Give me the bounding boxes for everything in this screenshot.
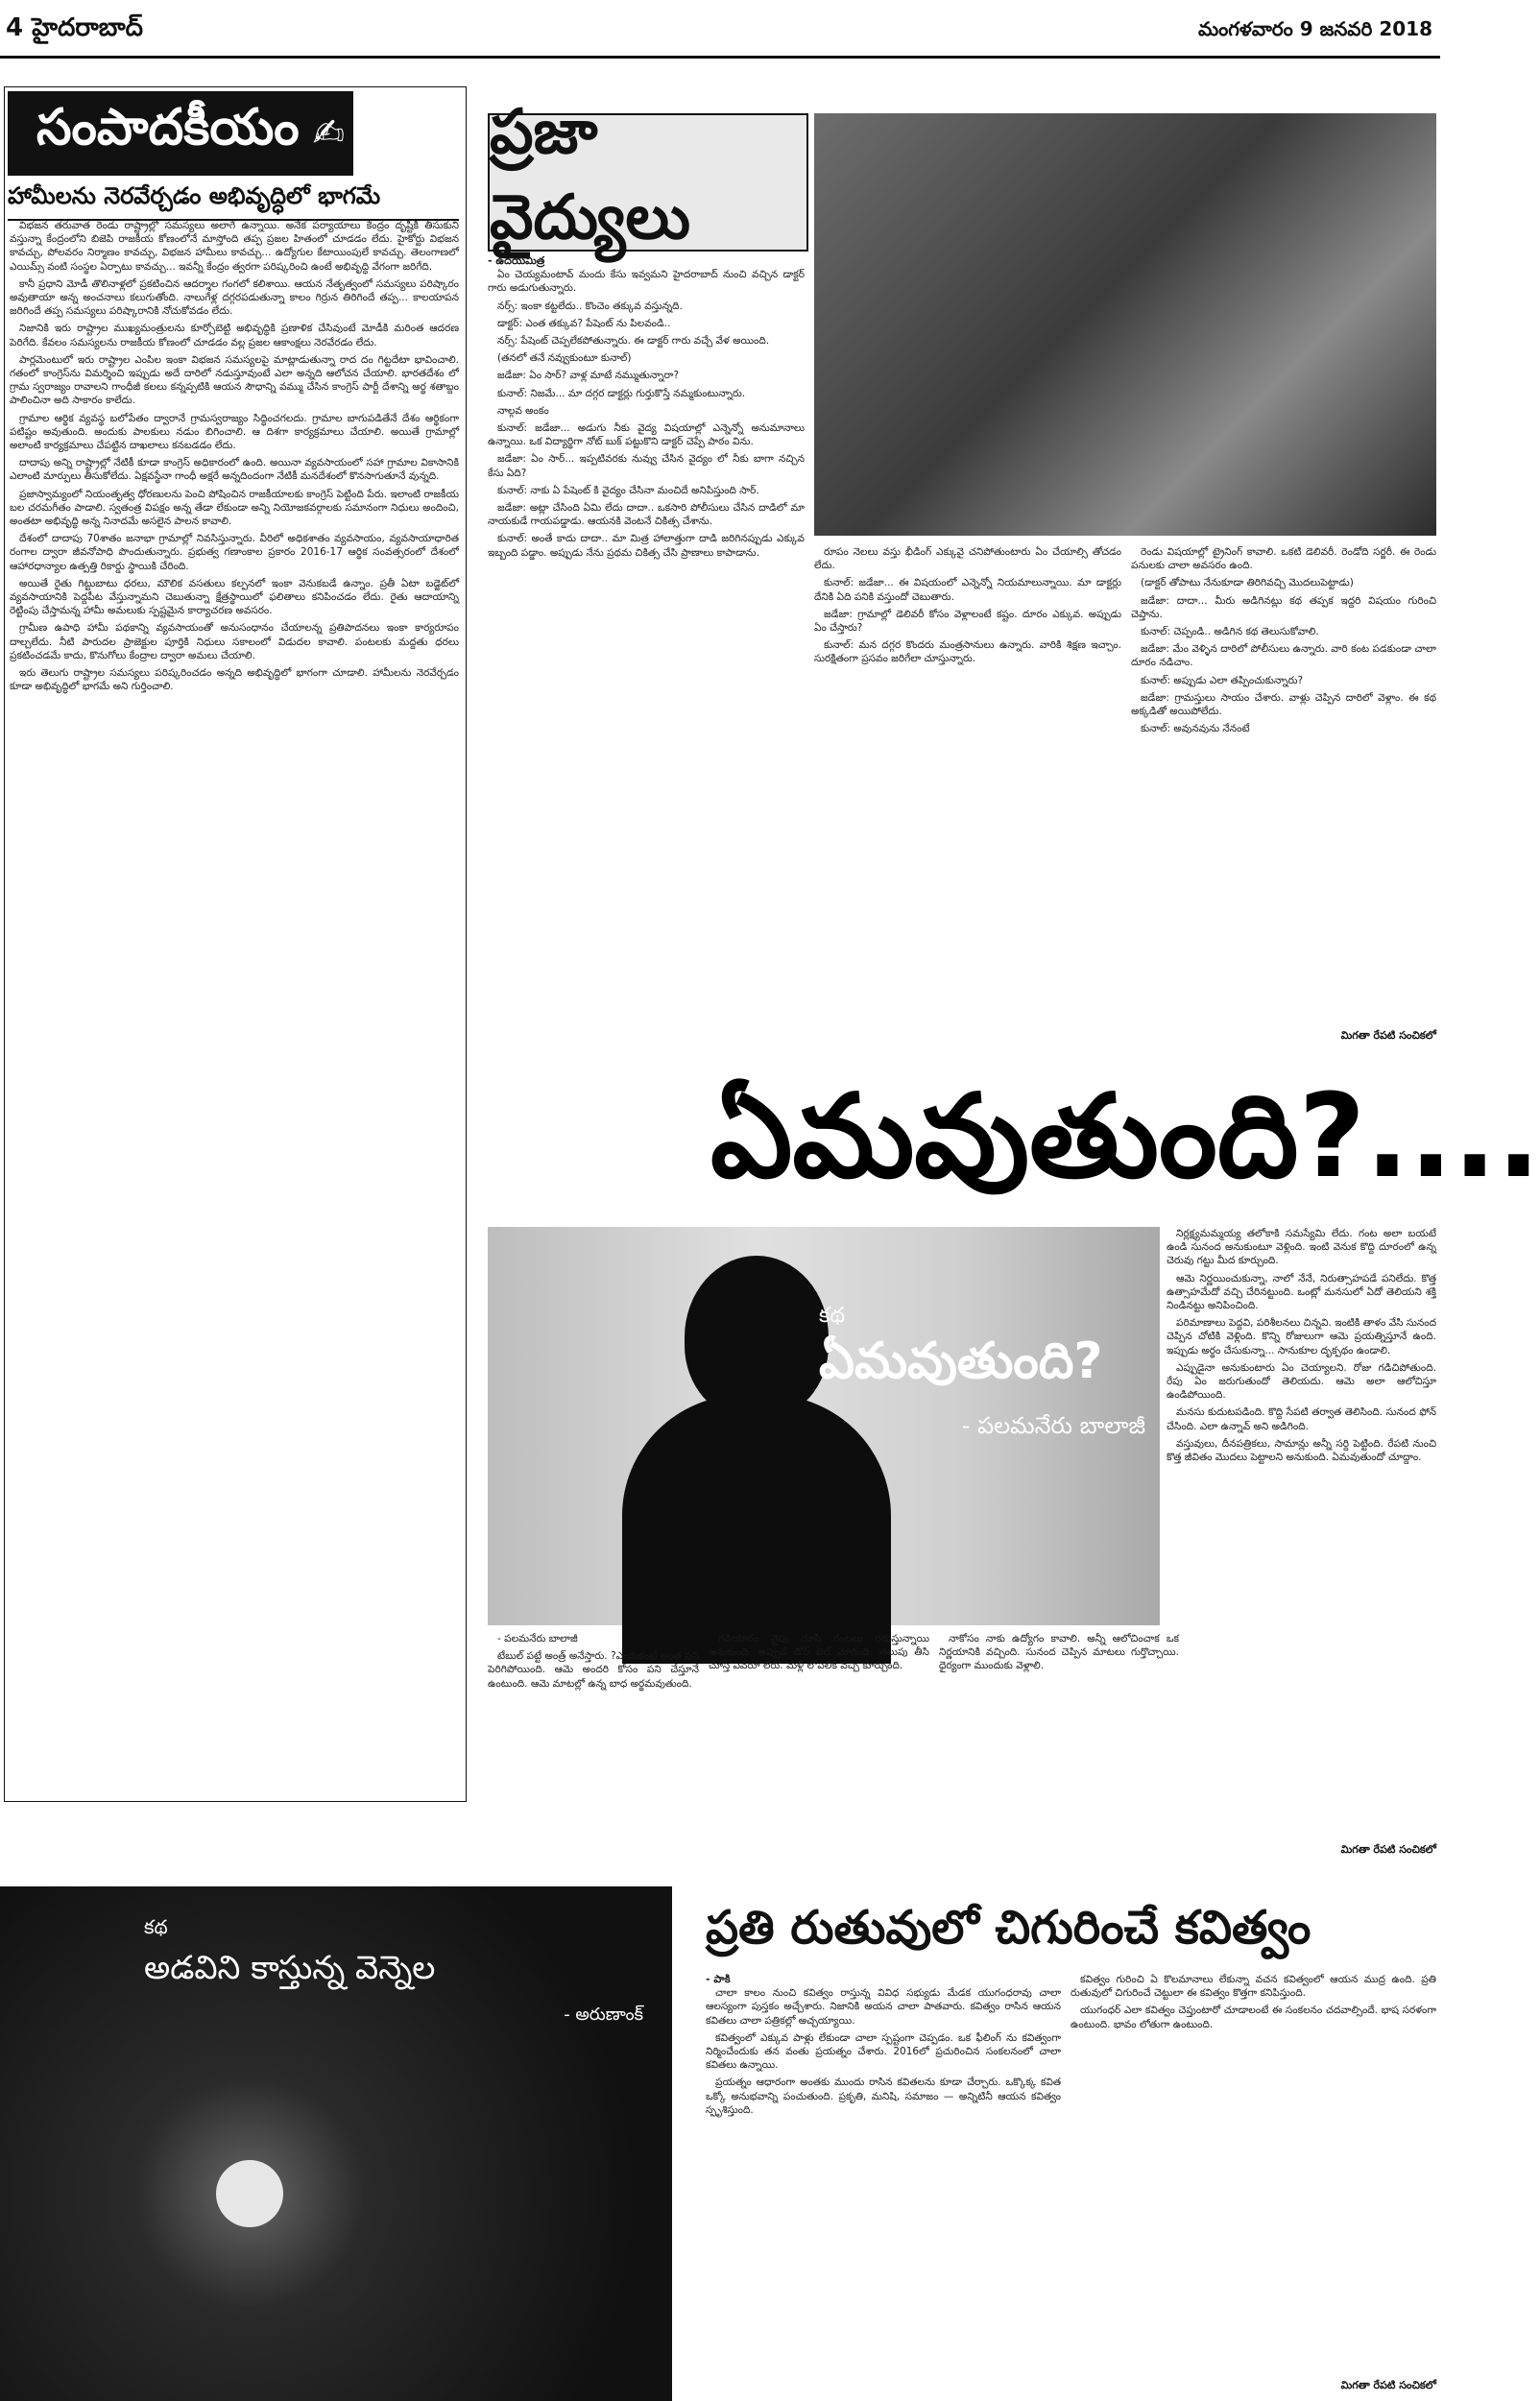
editorial-paragraph: పార్లమెంటులో ఇరు రాష్ట్రాల ఎంపిల ఇంకా విభజన సమస్యలపై మాట్లాడుతున్నా రాద దం గిట్టదేటా భావించాలి. గతంలో కాంగ్రెస్‌ను విమర్శించి ఇప్పుడు అదే దారిలో నడుస్తూవుంటే ఎలా అన్నది ఆలోచన చేయాలి. భారతదేశం లో గ్రామ స్వరాజ్యం రావాలని గాంధీజీ కలలు కన్నప్పటికి ఆయన సౌధాన్ని వమ్ము చేసిన కాంగ్రెస్ పార్టీ దేశాన్ని అర్థ శతాబ్దం పాలించినా అది సాకారం కాలేదు.: [10, 353, 459, 407]
praja-line: (తనలో తనే నవ్వుకుంటూ కునాల్): [497, 352, 632, 365]
praja-line: కునాల్: అంతే కాదు దాదా.. మా మిత్ర హాలాత్తుగా దాడి జరిగినప్పుడు ఎక్కువ ఇబ్బంది పడ్డాం. అప్పుడు నేను ప్రథమ చికిత్స చేసి ప్రాణాలు కాపాడాను.: [488, 533, 805, 559]
story-line: వస్తువులు, దీనపత్రికలు, సామాన్లు అన్నీ సర్ది పెట్టింది. రేపటి నుంచి కొత్త జీవితం మొదలు పెట్టాలని అనుకుంది. ఏమవుతుందో చూద్దాం.: [1167, 1437, 1436, 1464]
story-big-title: ఏమవుతుంది?....: [710, 1070, 1540, 1204]
editorial-paragraph: గ్రామాల ఆర్థిక వ్యవస్థ బలోపేతం ద్వారానే గ్రామస్వరాజ్యం సిద్ధించగలదు. గ్రామాల బాగుపడితేనే దేశం ఆర్థికంగా పటిష్టం అవుతుంది. అందుకు పాలకులు నడుం బిగించాలి. ఆ దిశగా కార్యక్రమాలు చేయాలి. అయితే గ్రామాల్లో అలాంటి కార్యక్రమాలు చేపట్టిన దాఖలాలు కనబడడం లేదు.: [10, 412, 459, 452]
poem-title: అడవిని కాస్తున్న వెన్నెల: [144, 1949, 436, 1987]
praja-line: కునాల్: అవునవును నేనంటే: [1141, 723, 1250, 735]
praja-line: జడేజా: ఏం సార్? వాళ్ల మాటే నమ్ముతున్నారా?: [497, 370, 680, 382]
praja-line: జడేజా: ఏం సార్... ఇప్పటివరకు నువ్వు చేసిన వైద్యం లో నీకు బాగా నచ్చిన కేసు ఏది?: [488, 453, 805, 479]
kavitvam-line: కవిత్వం గురించి ఏ కొలమానాలు లేకున్నా వచన కవిత్వంలో ఆయన ముద్ర ఉంది. ప్రతి రుతువులో చిగురించే చెట్టులా ఈ కవిత్వం కొత్తగా కనిపిస్తుంది.: [1071, 1974, 1436, 2000]
praja-line: కునాల్: జడేజా... ఈ విషయంలో ఎన్నెన్నో నియమాలున్నాయి. మా డాక్టర్లు దేనికి ఏది పనికి వస్తుందో చెబుతారు.: [814, 577, 1121, 603]
kavitvam-author: - పాకి: [706, 1973, 731, 1985]
story-line: నాకోసం నాకు ఉద్యోగం కావాలి. అన్నీ ఆలోచించాక ఒక నిర్ణయానికి వచ్చింది. సునంద చెప్పిన మాటలు గుర్తొచ్చాయి. ధైర్యంగా ముందుకు వెళ్లాలి.: [939, 1633, 1179, 1672]
kavitvam-col-2: [1071, 1973, 1436, 2376]
praja-line: ఏం చెయ్యమంటావ్ మందు కేసు ఇవ్వమని హైదరాబాద్ నుంచి వచ్చిన డాక్టర్ గారు అడుగుతున్నారు.: [488, 269, 805, 295]
praja-line: నాల్గవ అంకం: [497, 404, 549, 417]
praja-line: జడేజా: గ్రామాల్లో డెలివరీ కోసం వెళ్లాలంటే కష్టం. దూరం ఎక్కువ. అప్పుడు ఏం చేస్తారు?: [814, 608, 1121, 635]
poem-label: [144, 1915, 643, 2029]
kavitvam-credit: మిగతా రేపటి సంచికలో: [1340, 2379, 1436, 2391]
editorial-headline: హామీలను నెరవేర్చడం అభివృద్ధిలో భాగమే: [8, 182, 459, 221]
poem-kadha-label: కథ: [144, 1915, 168, 1938]
editorial-paragraph: విభజన తరువాత రెండు రాష్ట్రాల్లో సమస్యలు అలాగే ఉన్నాయి. అనేక పర్యాయాలు కేంద్రం దృష్టికి తీసుకుని వస్తున్నా కేంద్రంలోని బిజెపి రాజకీయ కోణంలోనే మాస్తోంది తప్ప ప్రజల హితంలో చూడడం లేదు. హైకోర్టు విభజన కావచ్చు, పోలవరం నిర్మాణం కావచ్చు, విభజన హామీలు కావచ్చు... ఉద్యోగుల కేటాయింపులే కావచ్చు. తెలంగాణలో ఎయిమ్స్ వంటి సంస్థల ఏర్పాటు కావచ్చు... ఇవన్నీ కేంద్రం త్వరగా పరిష్కరించి ఉంటే అభివృద్ధి వేగంగా జరిగేది.: [10, 220, 459, 273]
praja-line: జడేజా: దాదా... మీరు అడిగినట్లు కథ తప్పక ఇద్దరి విషయం గురించి చెప్తాను.: [1131, 594, 1436, 620]
praja-line: కునాల్: నిజమే... మా దగ్గర డాక్టర్లు గుర్తుకొస్తే నమ్మకుంటున్నారు.: [497, 387, 746, 399]
story-author: - పలమనేరు బాలాజీ: [961, 1412, 1145, 1439]
praja-line: కునాల్: చెప్పండి.. అడిగిన కథ తెలుసుకోవాలి.: [1141, 626, 1319, 638]
praja-credit: మిగతా రేపటి సంచికలో: [1340, 1029, 1436, 1042]
praja-col-2: [814, 545, 1121, 1044]
story-illustration: [488, 1227, 1160, 1625]
praja-line: డాక్టర్: ఎంత తక్కువ? పేషెంట్ ను పిలవండి..: [497, 317, 671, 329]
editorial-paragraph: గ్రామీణ ఉపాధి హామీ పథకాన్ని వ్యవసాయంతో అనుసంధానం చేయాలన్న ప్రతిపాదనలు ఇంకా కార్యరూపం దాల్చలేదు. నీటి పారుదల ప్రాజెక్టుల పూర్తికి నిధులు సకాలంలో విడుదల కావాలి. పంటలకు మద్దతు ధరలు ప్రకటించడమే కాదు, కొనుగోలు కేంద్రాల ద్వారా అమలు చేయాలి.: [10, 622, 459, 661]
story-col-right: [1167, 1227, 1436, 1625]
masthead-rule: [0, 56, 1440, 59]
praja-line: జడేజా: అట్లా చేసింది ఏమి లేదు దాదా.. ఒకసారి పోలీసులు చేసిన దాడిలో మా నాయకుడే గాయపడ్డాడు. ఆయనకి వెంటనే చికిత్స చేశాను.: [488, 502, 805, 528]
story-line: ఎప్పుడైనా అనుకుంటారు ఏం చెయ్యాలని. రోజు గడిచిపోతుంది. రేపు ఏం జరుగుతుందో తెలియదు. ఆమె అలా ఆలోచిస్తూ ఉండిపోయింది.: [1167, 1361, 1436, 1402]
praja-col-1: [488, 254, 805, 1046]
kavitvam-line: చాలా కాలం నుంచి కవిత్వం రాస్తున్న వివిధ సభ్యుడు మేడక యుగంధరావు చాలా ఆలస్యంగా పుస్తకం అచ్చేశారు. నిజానికి అయన చాలా పాతవారు. కవిత్వం రాసిన ఆయన కవితలు చాలా పత్రికల్లో అచ్చయ్యాయి.: [706, 1987, 1061, 2027]
story-label: [819, 1304, 1145, 1445]
story-line: పరిమాణాలు పెద్దవి, పరిశీలనలు చిన్నవి. ఇంటికి తాళం వేసి సునంద చెప్పిన చోటికి వెళ్లింది. కొన్ని రోజులుగా ఆమె ప్రయత్నిస్తూనే ఉంది. ఇప్పుడు అర్థం చేసుకున్నా... సానుకూల దృక్పథం ఉండాలి.: [1167, 1317, 1437, 1357]
praja-line: జడేజా: మేం వెళ్ళిన దారిలో పోలీసులు ఉన్నారు. వారి కంట పడకుండా చాలా దూరం నడిచాం.: [1131, 643, 1436, 669]
editorial-paragraph: ప్రజాస్వామ్యంలో నియంతృత్వ ధోరణులను పెంచి పోషించిన రాజకీయాలకు కాంగ్రెస్ పెట్టింది పేరు. ఇలాంటి రాజకీయ బల చరమగీతం పాడాలి. స్వతంత్ర విపక్షం అన్న తేడా లేకుండా అన్ని నియోజకవర్గాలకు సమానంగా నిధులు అందించి, అంతటా అభివృద్ధి అన్న నినాదమే అసలైన పాలన కావాలి.: [10, 488, 459, 528]
praja-author: - ఉదయమిత్ర: [488, 254, 545, 267]
editorial-paragraph: అయితే రైతు గిట్టుబాటు ధరలు, మౌలిక వసతులు కల్పనలో ఇంకా వెనుకబడే ఉన్నాం. ప్రతీ ఏటా బడ్జెట్‌లో వ్యవసాయానికి పెద్దపీట వేస్తున్నామని చెబుతున్నా క్షేత్రస్థాయిలో ఫలితాలు కనిపించడం లేదు. రైతు ఆదాయాన్ని రెట్టింపు చేస్తామన్న హామీ అమలుకు స్పష్టమైన కార్యాచరణ అవసరం.: [10, 577, 459, 617]
story-col-b3: [939, 1632, 1179, 1858]
story-inner-title: ఏమవుతుంది?: [819, 1333, 1103, 1390]
kavitvam-headline: ప్రతి రుతువులో చిగురించే కవిత్వం: [706, 1901, 1311, 1955]
editorial-paragraph: కానీ ప్రధాని మోడీ తొలినాళ్లలో ప్రకటించిన ఆదర్శాల గంగలో కలిశాయి. ఆయన నేతృత్వంలో సమస్యలు పరిష్కారం అవుతాయా అన్న అంచనాలు కలుగుతోంది. నాలుగేళ్ల దగ్గరపడుతున్నా కాలం గిర్రున తిరిగిందే తప్ప... కాలయాపన జరిగిందే తప్ప సమస్యలు పరిష్కారానికి నోచుకోవడం లేదు.: [10, 277, 459, 318]
praja-line: కునాల్: మన దగ్గర కొందరు మంత్రసానులు ఉన్నారు. వారికి శిక్షణ ఇచ్చాం. సురక్షితంగా ప్రసవం జరిగేలా చూస్తున్నారు.: [814, 639, 1121, 665]
praja-line: కునాల్: అప్పుడు ఎలా తప్పించుకున్నారు?: [1141, 674, 1304, 686]
doctor-photo: [814, 113, 1436, 536]
praja-line: నర్స్: ఇంకా కట్టలేదు.. కొంచెం తక్కువ వస్తున్నది.: [497, 300, 683, 312]
story-line: నిర్లక్ష్యమమ్మయ్య తలోకాకి సమస్యేమి లేదు. గంట అలా బయటే ఉండి సునంద అనుకుంటూ వెళ్లింది. ఇంటి వెనుక కొద్ది దూరంలో ఉన్న చెరువు గట్టు మీద కూర్చుంది.: [1167, 1228, 1436, 1267]
kavitvam-line: ప్రయత్నం ఆధారంగా అంతకు ముందు రాసిన కవితలను కూడా చేర్చారు. ఒక్కొక్క కవిత ఒక్కో అనుభవాన్ని పంచుతుంది. ప్రకృతి, మనిషి, సమాజం — అన్నిటినీ ఆయన కవిత్వం స్పృశిస్తుంది.: [706, 2077, 1061, 2116]
praja-line: రూపం నెలలు వస్తు భీడింగ్ ఎక్కువై చనిపోతుంటారు ఏం చేయాల్సి తోచడం లేదు.: [814, 546, 1121, 572]
story-col-b1: [488, 1632, 699, 1858]
moon-icon: [216, 2160, 283, 2227]
praja-line: రెండు విషయాల్లో ట్రైనింగ్ కావాలి. ఒకటి డెలివరీ. రెండోది సర్జరీ. ఈ రెండు పనులకు చాలా అవసరం ఉంది.: [1131, 546, 1436, 572]
story-col-b2: [709, 1632, 929, 1858]
page-city: 4 హైదరాబాద్: [6, 13, 143, 42]
editorial-paragraph: దేశంలో దాదాపు 70శాతం జనాభా గ్రామాల్లో నివసిస్తున్నారు. వీరిలో అధికశాతం వ్యవసాయం, వ్యవసాయాధారిత రంగాల ద్వారా జీవనోపాధి పొందుతున్నారు. ప్రభుత్వ గణాంకాల ప్రకారం 2016-17 ఆర్థిక సంవత్సరంలో దేశంలో ఆహారధాన్యాల ఉత్పత్తి రికార్డు స్థాయికి చేరింది.: [10, 533, 459, 572]
praja-line: కునాల్: జడేజా... అడుగు నీకు వైద్య విషయాల్లో ఎన్నెన్నో అనుమానాలు ఉన్నాయి. ఒక విద్యార్థిగా నోట్ బుక్ పట్టుకొని డాక్టర్ చెప్పే పాఠం విను.: [488, 422, 805, 448]
kavitvam-col-1: [706, 1973, 1061, 2395]
section-label: [8, 91, 353, 176]
editorial-paragraph: దాదాపు అన్ని రాష్ట్రాల్లో నేటికీ కూడా కాంగ్రెస్ అధికారంలో ఉంది. అయినా వ్యవసాయంలో సహా గ్రామాల వికాసానికి ఎలాంటి మార్పులు తీసుకోలేదు. ఏక్షవస్థేనా గాంధీ అక్షరే అన్నదిందంగా నేటికీ మనదేశంలో కొనసాగుతూనే వున్నది.: [10, 457, 459, 483]
story-line: మనసు కుదుటపడింది. కొద్ది సేపటి తర్వాత తెలిసింది. సునంద ఫోన్ చేసింది. ఎలా ఉన్నావ్ అని అడిగింది.: [1167, 1406, 1436, 1432]
praja-line: నర్స్: పేషెంట్ చెప్పలేకపోతున్నారు. ఈ డాక్టర్ గారు వచ్చే వేళ అయింది.: [497, 335, 770, 348]
story-line: - పలమనేరు బాలాజీ: [497, 1633, 578, 1645]
story-line: గడియారం వైపు చూసి గంటలు గడుస్తున్నాయి అనుకుంది. అప్పుడే డోర్ బెల్ మోగింది. తలుపు తీసి చూస్తే ఎవరూ లేరు. మళ్లీ లోపలికి వచ్చి కూర్చుంది.: [709, 1633, 929, 1672]
moon-illustration: [0, 1886, 672, 2401]
poem-author: - అరుణాంక్: [564, 2005, 643, 2025]
praja-title: ప్రజా వైద్యులు: [488, 113, 808, 252]
editorial-paragraph: ఇరు తెలుగు రాష్ట్రాల సమస్యలు పరిష్కరించడం అన్నది అభివృద్ధిలో భాగంగా చూడాలి. హామీలను నెరవేర్చడం కూడా అభివృద్ధిలో భాగమే అని గుర్తించాలి.: [10, 667, 459, 693]
praja-line: (డాక్టర్ తోపాటు నేనుకూడా తిరిగివచ్చి మొదలుపెట్టాడు): [1141, 577, 1354, 589]
kavitvam-line: కవిత్వంలో ఎక్కువ పాళ్లు లేకుండా చాలా స్పష్టంగా చెప్పడం. ఒక ఫీలింగ్ ను కవిత్వంగా నిర్మించేందుకు తన వంతు ప్రయత్నం చేశారు. 2016లో ప్రచురించిన సంకలనంలో చాలా కవితలు ఉన్నాయి.: [706, 2031, 1061, 2072]
issue-date: మంగళవారం 9 జనవరి 2018: [1197, 17, 1432, 40]
praja-col-3: [1131, 545, 1436, 1025]
story-kadha-label: కథ: [819, 1304, 846, 1328]
story-line: టేబుల్ పట్టే అంత్ర్ అనేస్తారు. ?ఎందుకంటే అంత పని పెరిగిపోయింది. ఆమె అందరి కోసం పని చేస్తూనే ఉంటుంది. ఆమె మాటల్లో ఉన్న బాధ అర్థమవుతుంది.: [488, 1650, 699, 1690]
editorial-paragraph: నిజానికి ఇరు రాష్ట్రాల ముఖ్యమంత్రులను కూర్చోబెట్టి అభివృద్ధికి ప్రణాళిక చేసివుంటే మోడీకి మరింత ఆదరణ పెరిగేది. కేవలం సమస్యలను రాజకీయ కోణంలో చూడడం వల్ల ప్రజల ఆకాంక్షలు నెరవేరడం లేదు.: [10, 323, 459, 348]
pen-icon: ✍: [312, 111, 346, 156]
editorial-body: [10, 219, 459, 1793]
story-credit: మిగతా రేపటి సంచికలో: [1340, 1843, 1436, 1856]
story-line: ఆమె నిర్ణయించుకున్నా, నాలో నేనే, నిరుత్సాహపడే పనిలేదు. కొత్త ఉత్సాహమేదో వచ్చి చేరినట్టుంది. ఒంట్లో మనసులో ఏదో తెలియని శక్తి నిండినట్టు అనిపించింది.: [1167, 1272, 1436, 1312]
section-label-text: సంపాదకీయం: [36, 98, 300, 156]
praja-line: జడేజా: గ్రామస్తులు సాయం చేశారు. వాళ్లు చెప్పిన దారిలో వెళ్లాం. ఈ కథ అక్కడితో అయిపోలేదు.: [1131, 691, 1436, 718]
praja-line: కునాల్: నాకు ఏ పేషెంట్ కి వైద్యం చేసినా మంచిదే అనిపిస్తుంది సార్.: [497, 484, 759, 496]
kavitvam-line: యుగంధర్ ఎలా కవిత్వం చెప్తుంటారో చూడాలంటే ఈ సంకలనం చదవాల్సిందే. భాష సరళంగా ఉంటుంది. భావం లోతుగా ఉంటుంది.: [1071, 2005, 1436, 2030]
